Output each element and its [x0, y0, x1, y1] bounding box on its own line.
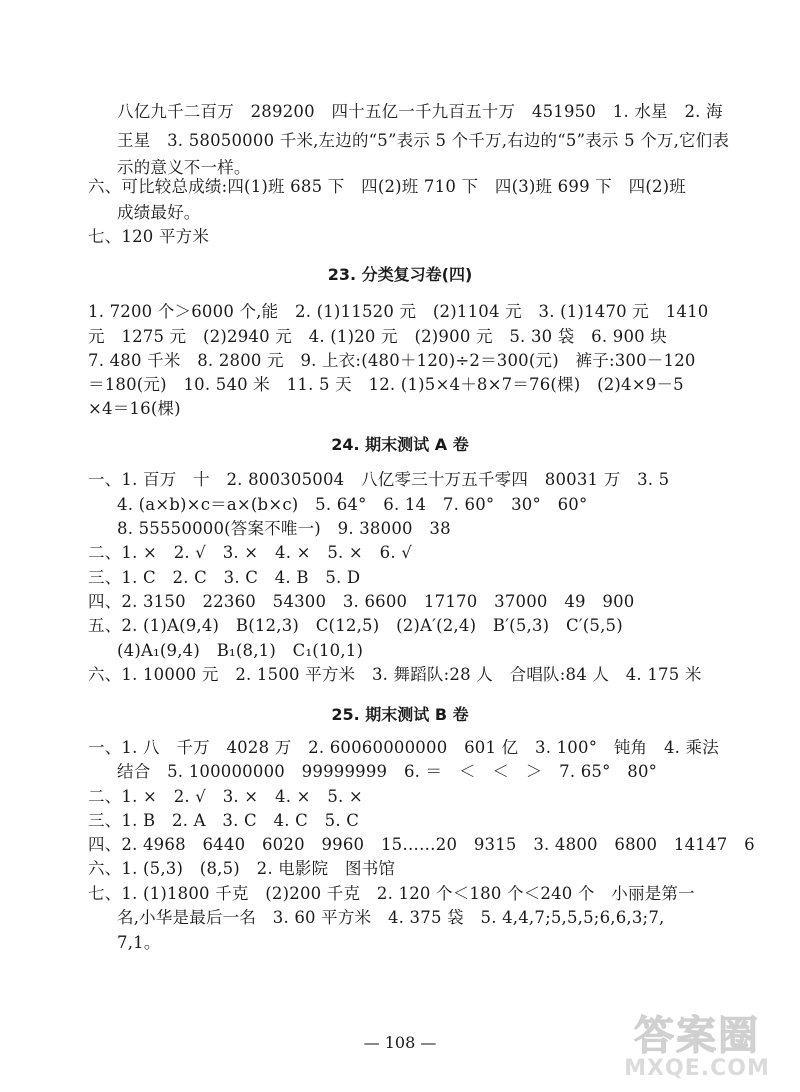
text-line: 7. 480 千米 8. 2800 元 9. 上衣:(480＋120)÷2＝300(元) 裤子:300－120: [88, 351, 696, 370]
text-line: ×4＝16(棵): [88, 399, 181, 418]
text-line: 二、1. × 2. √ 3. × 4. × 5. × 6. √: [88, 543, 412, 562]
text-line: 四、2. 3150 22360 54300 3. 6600 17170 37000 49 900: [88, 592, 635, 611]
text-line: ＝180(元) 10. 540 米 11. 5 天 12. (1)5×4＋8×7＝76(棵) (2)4×9－5: [88, 375, 684, 394]
section-title: 25. 期末测试 B 卷: [331, 705, 469, 724]
section-title: 24. 期末测试 A 卷: [331, 435, 469, 454]
text-line: 六、可比较总成绩:四(1)班 685 下 四(2)班 710 下 四(3)班 699 下 四(2)班: [88, 177, 686, 196]
text-line: 三、1. C 2. C 3. C 4. B 5. D: [88, 568, 361, 587]
watermark-logo: [612, 1004, 782, 1084]
text-line: 四、2. 4968 6440 6020 9960 15……20 9315 3. 4800 6800 14147 6: [88, 835, 755, 854]
page-number: — 108 —: [363, 1033, 437, 1052]
text-line: 元 1275 元 (2)2940 元 4. (1)20 元 (2)900 元 5. 30 袋 6. 900 块: [88, 327, 668, 346]
watermark-en: MXQE.COM: [624, 1056, 770, 1081]
text-line: (4)A₁(9,4) B₁(8,1) C₁(10,1): [117, 641, 364, 660]
text-line: 1. 7200 个＞6000 个,能 2. (1)11520 元 (2)1104 元 3. (1)1470 元 1410: [88, 302, 709, 321]
watermark-cn: 答案圈: [634, 1013, 760, 1059]
text-line: 示的意义不一样。: [117, 158, 251, 177]
section-title: 23. 分类复习卷(四): [327, 265, 473, 284]
text-line: 二、1. × 2. √ 3. × 4. × 5. ×: [88, 787, 363, 806]
text-line: 结合 5. 100000000 99999999 6. ＝ ＜ ＜ ＞ 7. 65° 80°: [117, 762, 658, 781]
text-line: 五、2. (1)A(9,4) B(12,3) C(12,5) (2)A′(2,4) B′(5,3) C′(5,5): [88, 616, 623, 635]
text-line: 七、120 平方米: [88, 227, 210, 246]
text-line: 8. 55550000(答案不唯一) 9. 38000 38: [117, 519, 451, 538]
text-line: 七、1. (1)1800 千克 (2)200 千克 2. 120 个＜180 个＜240 个 小丽是第一: [88, 884, 695, 903]
text-line: 4. (a×b)×c＝a×(b×c) 5. 64° 6. 14 7. 60° 30° 60°: [117, 495, 588, 514]
text-line: 八亿九千二百万 289200 四十五亿一千九百五十万 451950 1. 水星 2. 海: [117, 102, 723, 121]
text-line: 六、1. 10000 元 2. 1500 平方米 3. 舞蹈队:28 人 合唱队:84 人 4. 175 米: [88, 665, 702, 684]
text-line: 六、1. (5,3) (8,5) 2. 电影院 图书馆: [88, 859, 396, 878]
text-line: 一、1. 百万 十 2. 800305004 八亿零三十万五千零四 80031 万 3. 5: [88, 470, 670, 489]
text-line: 王星 3. 58050000 千米,左边的“5”表示 5 个千万,右边的“5”表示 5 个万,它们表: [117, 131, 730, 150]
text-line: 成绩最好。: [117, 203, 201, 222]
text-line: 三、1. B 2. A 3. C 4. C 5. C: [88, 811, 360, 830]
text-line: 7,1。: [117, 933, 161, 952]
text-line: 名,小华是最后一名 3. 60 平方米 4. 375 袋 5. 4,4,7;5,5,5;6,6,3;7,: [117, 908, 665, 927]
text-line: 一、1. 八 千万 4028 万 2. 60060000000 601 亿 3. 100° 钝角 4. 乘法: [88, 738, 719, 757]
